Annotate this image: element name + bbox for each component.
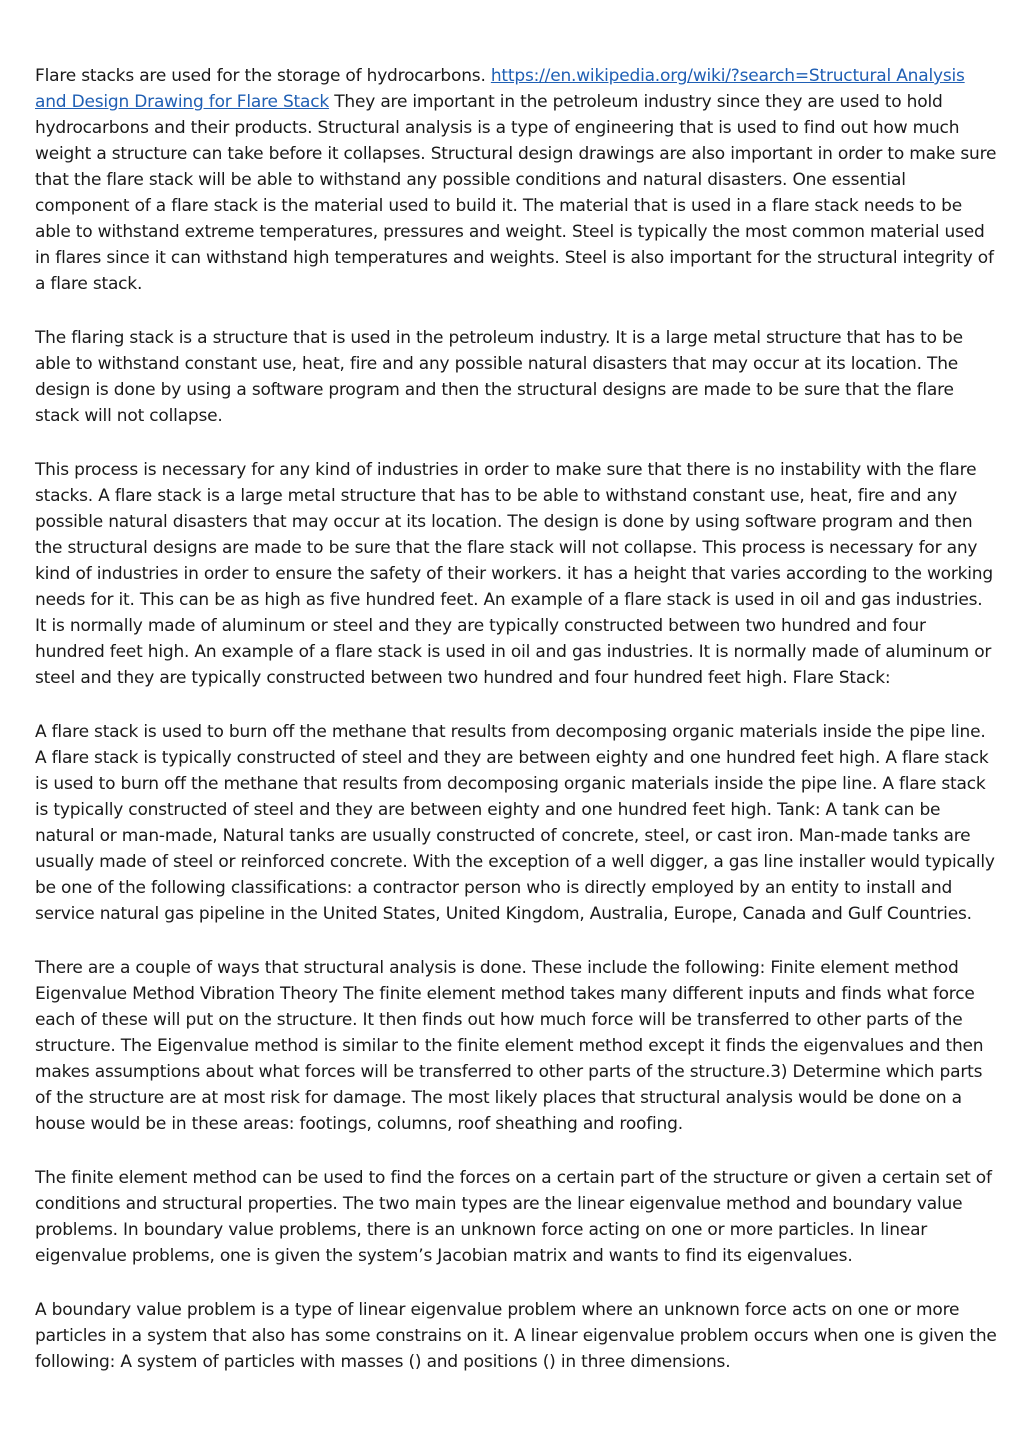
document-body [35,63,997,1403]
paragraph-4: A flare stack is used to burn off the methane that results from decomposing organic materials inside the pipe line. A flare stack is typically constructed of steel and they are between eighty and one hundred feet high. A flare stack is used to burn off the methane that results from decomposing organic materials inside the pipe line. A flare stack is typically constructed of steel and they are between eighty and one hundred feet high. Tank: A tank can be natural or man-made, Natural tanks are usually constructed of concrete, steel, or cast iron. Man-made tanks are usually made of steel or reinforced concrete. With the exception of a well digger, a gas line installer would typically be one of the following classifications: a contractor person who is directly employed by an entity to install and service natural gas pipeline in the United States, United Kingdom, Australia, Europe, Canada and Gulf Countries. [35,722,995,924]
paragraph-1-rest: They are important in the petroleum industry since they are used to hold hydrocarbons and their products. Structural analysis is a type of engineering that is used to find out how much weight a structure can take before it collapses. Structural design drawings are also important in order to make sure that the flare stack will be able to withstand any possible conditions and natural disasters. One essential component of a flare stack is the material used to build it. The material that is used in a flare stack needs to be able to withstand extreme temperatures, pressures and weight. Steel is typically the most common material used in flares since it can withstand high temperatures and weights. Steel is also important for the structural integrity of a flare stack. [35,92,997,294]
paragraph-2: The flaring stack is a structure that is used in the petroleum industry. It is a large metal structure that has to be able to withstand constant use, heat, fire and any possible natural disasters that may occur at its location. The design is done by using a software program and then the structural designs are made to be sure that the flare stack will not collapse. [35,328,963,426]
paragraph-7: A boundary value problem is a type of linear eigenvalue problem where an unknown force acts on one or more particles in a system that also has some constrains on it. A linear eigenvalue problem occurs when one is given the following: A system of particles with masses () and positions () in three dimensions. [35,1300,997,1372]
paragraph-3: This process is necessary for any kind of industries in order to make sure that there is no instability with the flare stacks. A flare stack is a large metal structure that has to be able to withstand constant use, heat, fire and any possible natural disasters that may occur at its location. The design is done by using software program and then the structural designs are made to be sure that the flare stack will not collapse. This process is necessary for any kind of industries in order to ensure the safety of their workers. it has a height that varies according to the working needs for it. This can be as high as five hundred feet. An example of a flare stack is used in oil and gas industries. It is normally made of aluminum or steel and they are typically constructed between two hundred and four hundred feet high. An example of a flare stack is used in oil and gas industries. It is normally made of aluminum or steel and they are typically constructed between two hundred and four hundred feet high. Flare Stack: [35,460,993,688]
paragraph-5: There are a couple of ways that structural analysis is done. These include the following: Finite element method Eigenvalue Method Vibration Theory The finite element method takes many different inputs and finds what force each of these will put on the structure. It then finds out how much force will be transferred to other parts of the structure. The Eigenvalue method is similar to the finite element method except it finds the eigenvalues and then makes assumptions about what forces will be transferred to other parts of the structure.3) Determine which parts of the structure are at most risk for damage. The most likely places that structural analysis would be done on a house would be in these areas: footings, columns, roof sheathing and roofing. [35,958,984,1134]
wikipedia-search-link[interactable]: https://en.wikipedia.org/wiki/?search=Structural Analysis and Design Drawing for Flare Stack [35,66,965,112]
paragraph-1-intro: Flare stacks are used for the storage of hydrocarbons. [35,66,491,86]
paragraph-6: The finite element method can be used to find the forces on a certain part of the structure or given a certain set of conditions and structural properties. The two main types are the linear eigenvalue method and boundary value problems. In boundary value problems, there is an unknown force acting on one or more particles. In linear eigenvalue problems, one is given the system’s Jacobian matrix and wants to find its eigenvalues. [35,1168,992,1266]
paragraph-1 [35,63,997,297]
